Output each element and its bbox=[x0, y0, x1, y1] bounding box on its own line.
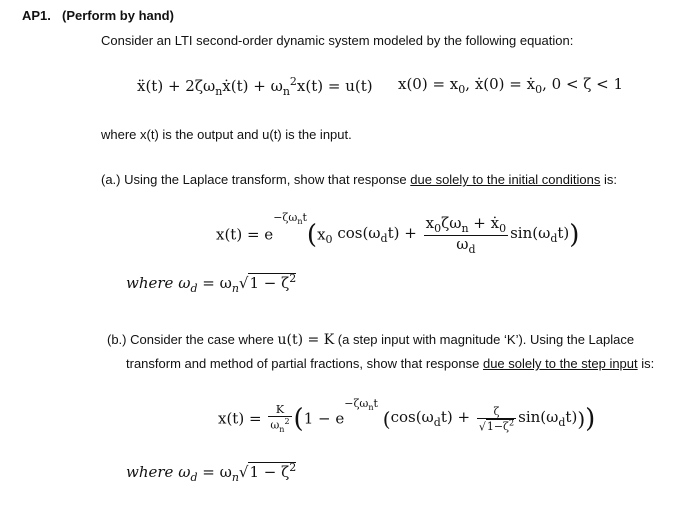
part-a-suffix: is: bbox=[600, 172, 617, 187]
initial-conditions bbox=[398, 75, 623, 96]
part-b-where bbox=[126, 461, 296, 484]
b-k-den bbox=[268, 416, 291, 434]
problem-intro: Consider an LTI second-order dynamic system modeled by the following equation: bbox=[101, 33, 574, 48]
a-den-sub: d bbox=[468, 242, 476, 256]
a-num-plus: + ẋ bbox=[468, 213, 500, 232]
b-line1-prefix: (b.) Consider the case where bbox=[107, 332, 278, 347]
a-cos-end: t) + bbox=[387, 224, 417, 242]
a-sqrt-body bbox=[248, 273, 296, 292]
ic-sub1: 0 bbox=[535, 83, 543, 96]
a-num-sub-n: n bbox=[461, 221, 469, 235]
ode-equation bbox=[137, 75, 373, 98]
b-where-sub: d bbox=[190, 471, 198, 484]
a-term1: x bbox=[317, 225, 326, 244]
b-line2-suffix: is: bbox=[637, 356, 655, 371]
ic-text: x(0) = x bbox=[398, 75, 459, 93]
b-where-sup: 2 bbox=[289, 461, 297, 474]
b-exp-sub: n bbox=[368, 403, 374, 413]
a-where-label: where ω bbox=[126, 274, 191, 292]
a-term1-sub: 0 bbox=[325, 233, 333, 246]
b-k-fraction bbox=[268, 404, 291, 434]
b-zeta-sup: 2 bbox=[509, 418, 515, 428]
b-line2-prefix: transform and method of partial fractions, show that response bbox=[126, 356, 483, 371]
b-where-rad: 1 − ζ bbox=[249, 463, 290, 481]
b-sin-sub: d bbox=[558, 416, 566, 429]
ode-sub-n2: n bbox=[282, 85, 290, 98]
ic-sub0: 0 bbox=[458, 83, 466, 96]
a-num-mid: ζω bbox=[441, 213, 462, 232]
a-sqrt: $√1 - \zeta^2$ bbox=[238, 272, 297, 292]
b-underlined: due solely to the step input bbox=[482, 356, 638, 371]
a-num-text: x bbox=[425, 213, 435, 232]
ic-mid: , ẋ(0) = ẋ bbox=[465, 75, 536, 93]
b-zeta-den: $√1-\zeta^2$ bbox=[478, 418, 515, 434]
problem-tag bbox=[62, 8, 174, 23]
b-open-paren: ( bbox=[293, 404, 304, 434]
a-cos-sub: d bbox=[380, 232, 388, 245]
part-a-underlined: due solely to the initial conditions bbox=[410, 172, 601, 187]
a-sin bbox=[510, 224, 570, 245]
a-sin-end: t) bbox=[557, 224, 570, 242]
ode-rhs: x(t) = u(t) bbox=[296, 77, 373, 95]
ode-mid1: ẋ(t) + ω bbox=[222, 77, 283, 95]
b-sqrt: $√1 - \zeta^2$ bbox=[238, 461, 297, 481]
b-line1-math: u(t) = K bbox=[277, 332, 335, 348]
b-sqrt-body bbox=[248, 462, 296, 481]
b-cos-end: t) + bbox=[440, 408, 471, 426]
a-exp-text: −ζω bbox=[273, 211, 298, 224]
b-inner-open: ( bbox=[382, 407, 391, 431]
b-where-sub-n: n bbox=[231, 471, 239, 484]
b-k-den-sup: 2 bbox=[284, 417, 290, 427]
b-exp-t: t bbox=[373, 397, 378, 410]
b-close-paren: ) bbox=[585, 404, 596, 434]
b-cos-text: cos(ω bbox=[390, 408, 434, 426]
a-exp-sub: n bbox=[297, 217, 303, 227]
b-exponent bbox=[344, 397, 378, 413]
part-b-line2 bbox=[126, 356, 654, 371]
b-sin-text: sin(ω bbox=[518, 408, 559, 426]
b-where-label: where ω bbox=[126, 463, 191, 481]
a-where-eq: = ω bbox=[197, 274, 232, 292]
part-a-where bbox=[126, 272, 296, 295]
a-num-sub0b: 0 bbox=[499, 221, 507, 235]
a-sin-sub: d bbox=[550, 232, 558, 245]
b-line1-suffix: (a step input with magnitude ‘K’). Using the Laplace bbox=[334, 332, 635, 347]
part-b-line1 bbox=[107, 332, 634, 348]
ode-lhs: ẍ(t) + 2ζω bbox=[137, 77, 216, 95]
a-fraction bbox=[424, 213, 509, 256]
ode-sup-2: 2 bbox=[289, 75, 297, 88]
a-open-paren: ( bbox=[306, 220, 318, 250]
b-sin-end: t) bbox=[565, 408, 578, 426]
b-zeta-rad: 1−ζ bbox=[486, 420, 510, 434]
a-cos-text: cos(ω bbox=[337, 224, 381, 242]
problem-number: AP1. bbox=[22, 8, 51, 23]
b-k-den-text: ω bbox=[270, 418, 280, 432]
a-sin-text: sin(ω bbox=[510, 224, 551, 242]
a-eq-start: x(t) = e bbox=[216, 225, 274, 244]
part-a-prefix: (a.) Using the Laplace transform, show that response bbox=[101, 172, 411, 187]
b-k-num: K bbox=[275, 403, 285, 417]
a-cos bbox=[337, 224, 417, 245]
b-sin bbox=[518, 408, 578, 429]
a-where-rad: 1 − ζ bbox=[249, 274, 290, 292]
b-zeta-sqrt bbox=[486, 419, 514, 433]
b-cos bbox=[390, 408, 471, 429]
a-where-sub-n: n bbox=[231, 282, 239, 295]
b-zeta-fraction bbox=[477, 406, 516, 433]
b-zeta-num: ζ bbox=[493, 404, 500, 418]
a-exp-t: t bbox=[302, 211, 307, 224]
a-close-paren: ) bbox=[569, 220, 580, 250]
a-frac-num bbox=[424, 213, 509, 235]
part-b-equation bbox=[218, 398, 595, 434]
a-den-text: ω bbox=[456, 234, 469, 253]
b-cos-sub: d bbox=[433, 416, 441, 429]
a-where-sub: d bbox=[190, 282, 198, 295]
b-inner: 1 − e bbox=[303, 409, 345, 428]
ic-end: , 0 < ζ < 1 bbox=[542, 75, 624, 93]
where-output-input: where x(t) is the output and u(t) is the input. bbox=[101, 127, 352, 142]
a-frac-den bbox=[424, 235, 509, 255]
a-exponent bbox=[273, 211, 307, 227]
part-a-equation bbox=[216, 212, 579, 255]
a-num-sub0: 0 bbox=[434, 221, 442, 235]
part-a-prompt bbox=[101, 172, 617, 187]
b-exp-text: −ζω bbox=[344, 397, 369, 410]
b-eq-start: x(t) = bbox=[218, 409, 262, 428]
b-where-eq: = ω bbox=[197, 463, 232, 481]
a-where-sup: 2 bbox=[289, 272, 297, 285]
b-k-den-sub: n bbox=[279, 424, 285, 434]
ode-sub-n1: n bbox=[215, 85, 223, 98]
problem-tag-text: (Perform by hand) bbox=[62, 8, 174, 23]
b-inner-close: ) bbox=[577, 407, 586, 431]
